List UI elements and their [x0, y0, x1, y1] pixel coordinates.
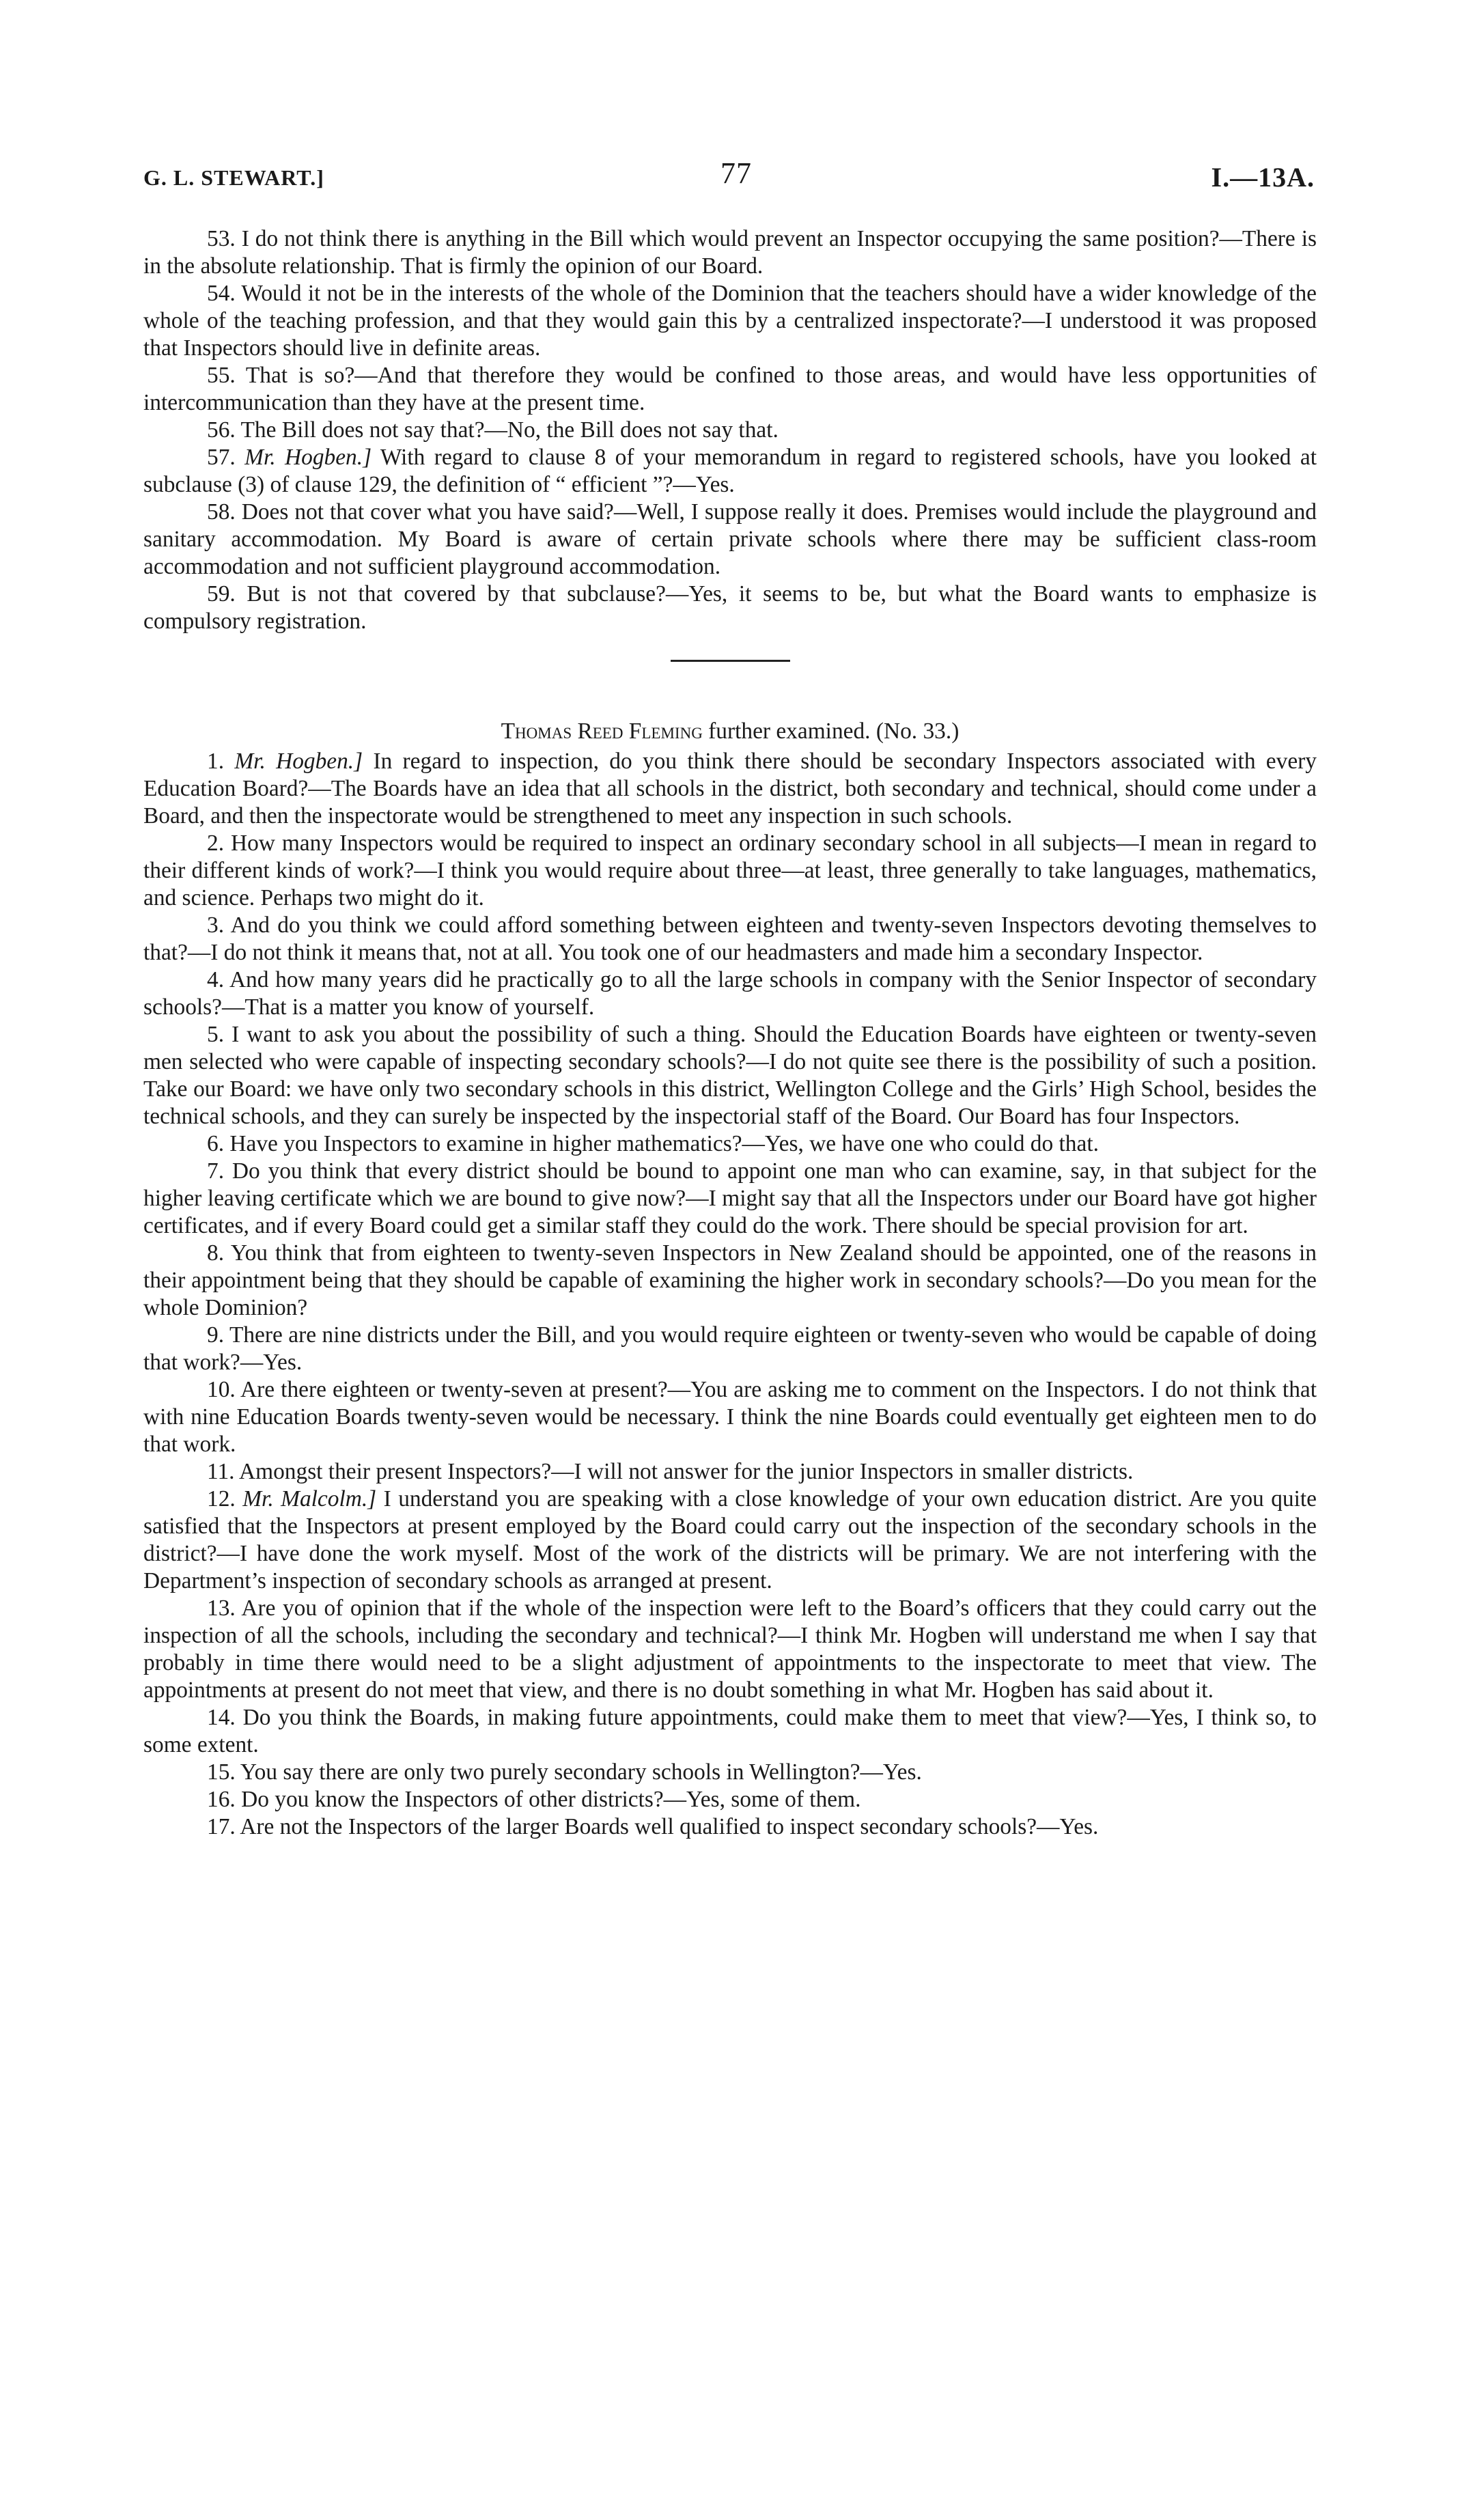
question-paragraph	[143, 966, 1317, 1021]
section-heading	[143, 718, 1317, 745]
question-text: You say there are only two purely secondary schools in Wellington?—Yes.	[240, 1759, 922, 1785]
question-number: 56.	[207, 417, 236, 443]
question-text: Do you think that every district should be bound to appoint one man who can examine, say, in that subject for the higher leaving certificate which we are bound to give now?—I might say that all the Inspectors under our Board have got higher certificates, and if every Board could get a similar staff they could do the work. There should be special provision for art.	[143, 1158, 1317, 1238]
document-body	[143, 225, 1317, 1841]
question-text: Do you know the Inspectors of other districts?—Yes, some of them.	[241, 1787, 861, 1812]
question-number: 1.	[207, 749, 225, 774]
question-text: I want to ask you about the possibility of such a thing. Should the Education Boards have eighteen or twenty-seven men selected who were capable of inspecting secondary schools?—I do not quite see there is the possibility of such a position. Take our Board: we have only two secondary schools in this district, Wellington College and the Girls’ High School, besides the technical schools, and they can surely be inspected by the inspectorial staff of the Board. Our Board has four Inspectors.	[143, 1022, 1317, 1129]
question-text: Would it not be in the interests of the whole of the Dominion that the teachers should have a wider knowledge of the whole of the teaching profession, and that they would gain this by a centralized inspectorate?—I understood it was proposed that Inspectors should live in definite areas.	[143, 281, 1317, 361]
testimony-part-2	[143, 748, 1317, 1841]
question-paragraph	[143, 748, 1317, 830]
question-text: But is not that covered by that subclause?—Yes, it seems to be, but what the Board wants to emphasize is compulsory registration.	[143, 581, 1317, 634]
question-paragraph	[143, 499, 1317, 581]
question-number: 57.	[207, 445, 236, 470]
question-text: Do you think the Boards, in making future appointments, could make them to meet that view?—Yes, I think so, to some extent.	[143, 1705, 1317, 1757]
question-paragraph	[143, 1595, 1317, 1704]
question-number: 15.	[207, 1759, 236, 1785]
question-paragraph	[143, 1458, 1317, 1486]
question-number: 12.	[207, 1486, 236, 1512]
question-text: That is so?—And that therefore they would be confined to those areas, and would have less opportunities of intercommunication than they have at the present time.	[143, 363, 1317, 415]
question-text: In regard to inspection, do you think there should be secondary Inspectors associated with every Education Board?—The Boards have an idea that all schools in the district, both secondary and technical, should come under a Board, and then the inspectorate would be strengthened to meet any inspection in such schools.	[143, 749, 1317, 828]
question-number: 3.	[207, 913, 225, 938]
question-number: 17.	[207, 1814, 236, 1839]
question-text: Are not the Inspectors of the larger Boards well qualified to inspect secondary schools?—Yes.	[240, 1814, 1099, 1839]
testimony-part-1	[143, 225, 1317, 635]
question-text: There are nine districts under the Bill, and you would require eighteen or twenty-seven who would be capable of doing that work?—Yes.	[143, 1322, 1317, 1375]
question-paragraph	[143, 1322, 1317, 1376]
question-paragraph	[143, 1130, 1317, 1158]
question-paragraph	[143, 280, 1317, 362]
question-text: With regard to clause 8 of your memorandum in regard to registered schools, have you looked at subclause (3) of clause 129, the definition of “ efficient ”?—Yes.	[143, 445, 1317, 497]
question-paragraph	[143, 444, 1317, 499]
question-number: 2.	[207, 831, 225, 856]
speaker-name: Mr. Malcolm.]	[242, 1486, 377, 1512]
question-paragraph	[143, 417, 1317, 444]
question-paragraph	[143, 1240, 1317, 1322]
question-number: 55.	[207, 363, 236, 388]
document-reference: I.—13A.	[1211, 162, 1315, 193]
question-paragraph	[143, 1021, 1317, 1130]
question-paragraph	[143, 1486, 1317, 1595]
speaker-name: Mr. Hogben.]	[244, 445, 372, 470]
question-text: And do you think we could afford something between eighteen and twenty-seven Inspectors devoting themselves to that?—I do not think it means that, not at all. You took one of our headmasters and made him a secondary Inspector.	[143, 913, 1317, 965]
question-text: Have you Inspectors to examine in higher mathematics?—Yes, we have one who could do that.	[229, 1131, 1099, 1156]
question-text: Are there eighteen or twenty-seven at present?—You are asking me to comment on the Inspectors. I do not think that with nine Education Boards twenty-seven would be necessary. I think the nine Boards could eventually get eighteen men to do that work.	[143, 1377, 1317, 1457]
witness-name: Thomas Reed Fleming	[501, 719, 703, 744]
question-text: And how many years did he practically go to all the large schools in company with the Senior Inspector of secondary schools?—That is a matter you know of yourself.	[143, 967, 1317, 1020]
question-text: How many Inspectors would be required to inspect an ordinary secondary school in all subjects—I mean in regard to their different kinds of work?—I think you would require about three—at least, three generally to take languages, mathematics, and science. Perhaps two might do it.	[143, 831, 1317, 910]
question-number: 7.	[207, 1158, 225, 1184]
question-number: 10.	[207, 1377, 236, 1402]
question-text: The Bill does not say that?—No, the Bill does not say that.	[240, 417, 779, 443]
question-paragraph	[143, 830, 1317, 912]
question-paragraph	[143, 1376, 1317, 1458]
question-paragraph	[143, 1158, 1317, 1240]
question-number: 5.	[207, 1022, 225, 1047]
section-divider	[671, 660, 790, 662]
question-number: 13.	[207, 1596, 236, 1621]
question-number: 16.	[207, 1787, 236, 1812]
question-paragraph	[143, 1786, 1317, 1813]
question-paragraph	[143, 1759, 1317, 1786]
header-witness: G. L. STEWART.]	[143, 165, 324, 190]
question-number: 58.	[207, 499, 236, 525]
question-text: You think that from eighteen to twenty-seven Inspectors in New Zealand should be appointed, one of the reasons in their appointment being that they should be capable of examining the higher work in secondary schools?—Do you mean for the whole Dominion?	[143, 1240, 1317, 1320]
question-text: Does not that cover what you have said?—Well, I suppose really it does. Premises would include the playground and sanitary accommodation. My Board is aware of certain private schools where there may be sufficient class-room accommodation and not sufficient playground accommodation.	[143, 499, 1317, 579]
heading-suffix: further examined. (No. 33.)	[708, 719, 960, 744]
question-paragraph	[143, 912, 1317, 966]
question-number: 54.	[207, 281, 236, 306]
question-number: 11.	[207, 1459, 235, 1484]
page-header	[143, 156, 1315, 197]
question-paragraph	[143, 1704, 1317, 1759]
question-paragraph	[143, 1813, 1317, 1841]
page-number: 77	[720, 156, 752, 190]
question-paragraph	[143, 362, 1317, 417]
question-text: I do not think there is anything in the Bill which would prevent an Inspector occupying the same position?—There is in the absolute relationship. That is firmly the opinion of our Board.	[143, 226, 1317, 279]
question-text: Amongst their present Inspectors?—I will not answer for the junior Inspectors in smaller districts.	[239, 1459, 1134, 1484]
question-number: 53.	[207, 226, 236, 251]
question-number: 8.	[207, 1240, 225, 1266]
question-paragraph	[143, 581, 1317, 635]
question-number: 9.	[207, 1322, 225, 1348]
question-number: 14.	[207, 1705, 236, 1730]
question-text: I understand you are speaking with a close knowledge of your own education district. Are you quite satisfied that the Inspectors at present employed by the Board could carry out the inspection of the secondary schools in the district?—I have done the work myself. Most of the work of the districts will be primary. We are not interfering with the Department’s inspection of secondary schools as arranged at present.	[143, 1486, 1317, 1593]
question-paragraph	[143, 225, 1317, 280]
speaker-name: Mr. Hogben.]	[234, 749, 363, 774]
question-number: 6.	[207, 1131, 225, 1156]
question-number: 4.	[207, 967, 225, 992]
question-number: 59.	[207, 581, 236, 607]
question-text: Are you of opinion that if the whole of the inspection were left to the Board’s officers that they could carry out the inspection of all the schools, including the secondary and technical?—I think Mr. Hogben will understand me when I say that probably in time there would need to be a slight adjustment of appointments to the inspectorate to meet that view. The appointments at present do not meet that view, and there is no doubt something in what Mr. Hogben has said about it.	[143, 1596, 1317, 1703]
